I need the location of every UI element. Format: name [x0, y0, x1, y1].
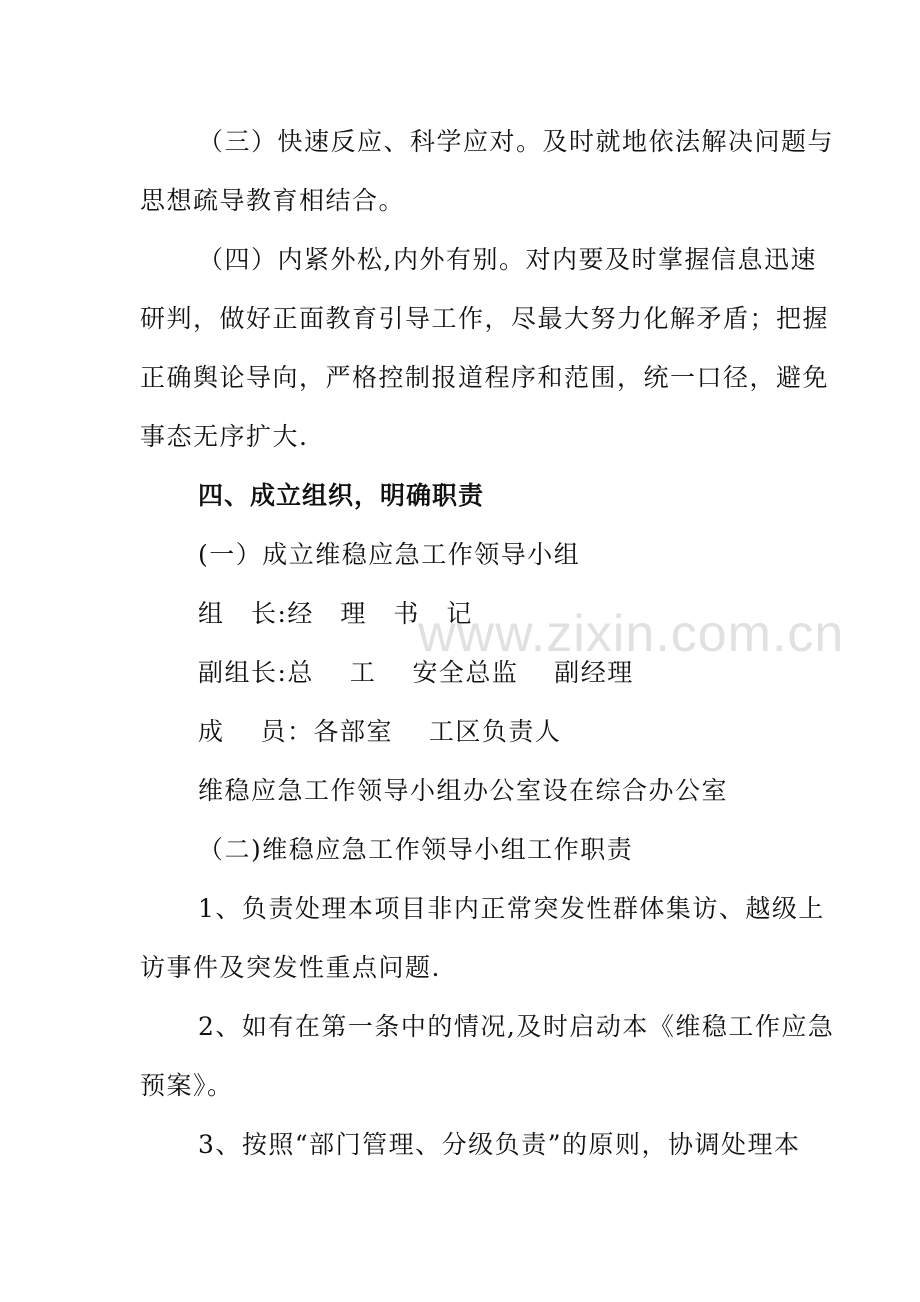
paragraph-line: （四）内紧外松,内外有别。对内要及时掌握信息迅速 — [198, 245, 817, 274]
paragraph-line: 正确舆论导向，严格控制报道程序和范围，统一口径，避免 — [140, 363, 830, 392]
roster-line: 维稳应急工作领导小组办公室设在综合办公室 — [198, 776, 729, 805]
subsection-heading: (一）成立维稳应急工作领导小组 — [198, 540, 581, 569]
section-heading: 四、成立组织，明确职责 — [198, 481, 485, 510]
roster-line: 成 员：各部室 工区负责人 — [198, 717, 562, 746]
paragraph-line: 研判，做好正面教育引导工作，尽最大努力化解矛盾；把握 — [140, 304, 830, 333]
roster-line: 副组长:总 工 安全总监 副经理 — [198, 658, 634, 687]
list-item-line: 1、负责处理本项目非内正常突发性群体集访、越级上 — [198, 894, 825, 923]
list-item-line: 2、如有在第一条中的情况,及时启动本《维稳工作应急 — [198, 1012, 835, 1041]
paragraph-line: 思想疏导教育相结合。 — [140, 186, 406, 215]
paragraph-line: （三）快速反应、科学应对。及时就地依法解决问题与 — [198, 127, 835, 156]
paragraph-line: 事态无序扩大. — [140, 422, 309, 451]
list-item-line: 访事件及突发性重点问题. — [140, 953, 441, 982]
roster-line: 组 长:经 理 书 记 — [198, 599, 473, 628]
list-item-line: 预案》。 — [140, 1071, 234, 1100]
watermark: www.zixin.com.cn — [418, 605, 845, 663]
subsection-heading: （二)维稳应急工作领导小组工作职责 — [198, 835, 634, 864]
list-item-line: 3、按照“部门管理、分级负责”的原则，协调处理本 — [198, 1130, 801, 1159]
